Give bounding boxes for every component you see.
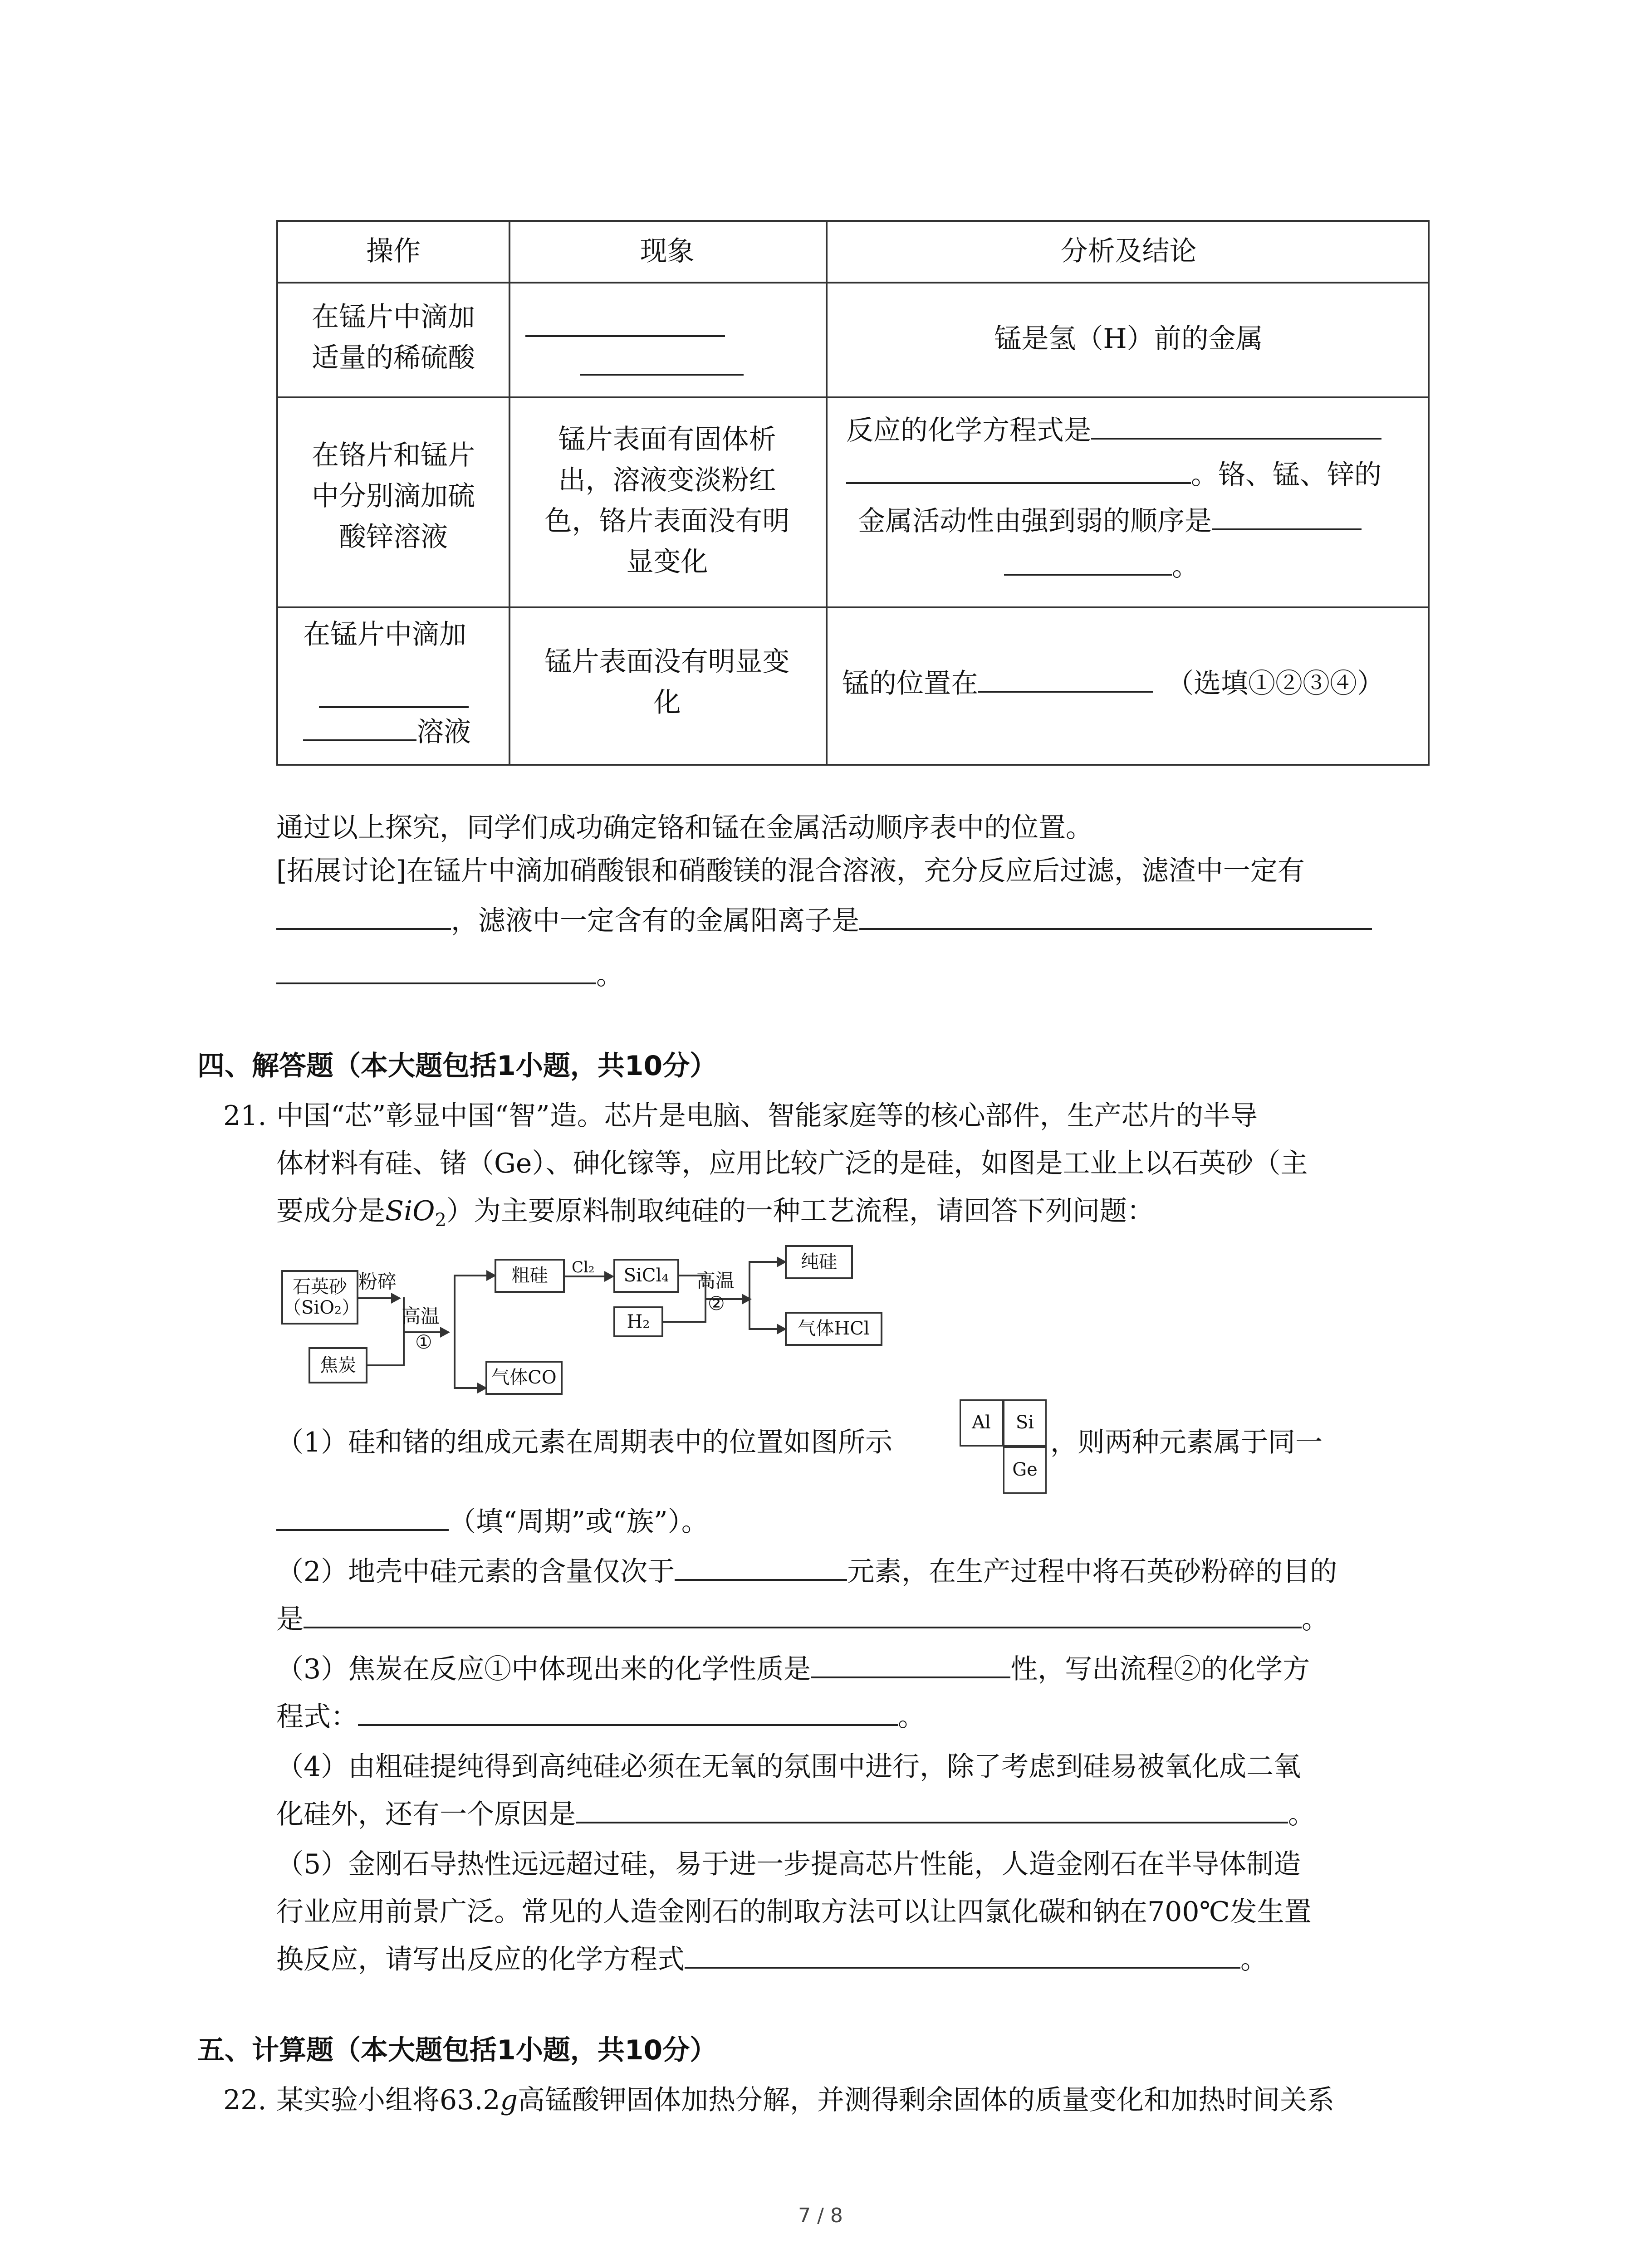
arrow xyxy=(749,1261,785,1263)
activity-order-blank[interactable] xyxy=(1004,548,1172,576)
position-blank[interactable] xyxy=(978,665,1153,693)
row1-phenomenon-blank[interactable] xyxy=(580,374,744,376)
table-row-divider xyxy=(278,396,1428,398)
quartz-sand-box: 石英砂 （SiO₂） xyxy=(281,1270,358,1325)
element-al: Al xyxy=(960,1399,1003,1447)
sicl4-box: SiCl₄ xyxy=(613,1259,679,1293)
connector-line xyxy=(454,1275,456,1388)
sub-question-3-line2: 程式： 。 xyxy=(276,1699,925,1735)
element-si: Si xyxy=(1003,1399,1047,1447)
sub-question-1: （1）硅和锗的组成元素在周期表中的位置如图所示 xyxy=(276,1427,893,1458)
arrow xyxy=(358,1297,399,1299)
period-or-group-blank[interactable] xyxy=(276,1504,449,1531)
cation-blank[interactable] xyxy=(276,957,596,984)
high-temp-label-2: 高温 xyxy=(696,1270,735,1292)
table-header-phenomenon: 现象 xyxy=(640,235,695,267)
equation-2-blank[interactable] xyxy=(358,1699,898,1726)
element-blank[interactable] xyxy=(675,1554,847,1581)
sub-question-1-cont: ，则两种元素属于同一 xyxy=(1050,1427,1323,1458)
experiment-table xyxy=(276,220,1430,766)
property-blank[interactable] xyxy=(811,1651,1010,1678)
question-22-text: 某实验小组将63.2g高锰酸钾固体加热分解，并测得剩余固体的质量变化和加热时间关系 xyxy=(276,2084,1335,2116)
row2-conclusion-line1: 反应的化学方程式是 xyxy=(846,412,1381,449)
chlorine-label: Cl₂ xyxy=(572,1258,595,1276)
question-22-number: 22. xyxy=(223,2084,267,2116)
conclusion-paragraph: 通过以上探究，同学们成功确定铬和锰在金属活动顺序表中的位置。 xyxy=(276,812,1093,844)
row1-phenomenon-blank[interactable] xyxy=(525,335,725,337)
purpose-blank[interactable] xyxy=(304,1601,1302,1628)
row3-operation-blank[interactable] xyxy=(303,714,416,741)
arrow xyxy=(454,1275,495,1276)
equation-blank[interactable] xyxy=(846,457,1191,484)
co-gas-box: 气体CO xyxy=(485,1361,563,1395)
arrow xyxy=(454,1387,485,1389)
arrow xyxy=(749,1328,785,1330)
extended-discussion-line3: 。 xyxy=(276,957,623,993)
extended-discussion: [拓展讨论]在锰片中滴加硝酸银和硝酸镁的混合溶液，充分反应后过滤，滤渣中一定有 xyxy=(276,855,1305,887)
row3-operation-line3: 溶液 xyxy=(303,714,471,750)
hydrogen-box: H₂ xyxy=(613,1306,663,1337)
question-21-number: 21. xyxy=(223,1100,267,1132)
hcl-gas-box: 气体HCl xyxy=(785,1312,882,1346)
row1-operation: 在锰片中滴加 适量的稀硫酸 xyxy=(312,301,475,374)
sub-question-4-line2: 化硅外，还有一个原因是 。 xyxy=(276,1796,1315,1833)
extended-discussion-line2: ，滤液中一定含有的金属阳离子是 xyxy=(276,903,1372,939)
connector-line xyxy=(663,1321,706,1323)
sub-question-5-line3: 换反应，请写出反应的化学方程式 。 xyxy=(276,1941,1268,1978)
row2-conclusion-line2: 。铬、锰、锌的 xyxy=(846,457,1381,493)
question-21-line3: 要成分是SiO$_2$）为主要原料制取纯硅的一种工艺流程，请回答下列问题： xyxy=(276,1195,1154,1231)
sub-question-2: （2）地壳中硅元素的含量仅次于 元素，在生产过程中将石英砂粉碎的目的 xyxy=(276,1554,1337,1590)
arrow xyxy=(565,1276,612,1277)
sub-question-5-line2: 行业应用前景广泛。常见的人造金刚石的制取方法可以让四氯化碳和钠在700℃发生置 xyxy=(276,1896,1312,1928)
pure-silicon-box: 纯硅 xyxy=(785,1245,853,1279)
activity-order-blank[interactable] xyxy=(1212,503,1362,530)
element-ge: Ge xyxy=(1003,1447,1047,1494)
table-row-divider xyxy=(278,606,1428,608)
row2-conclusion-line4: 。 xyxy=(1004,548,1199,585)
sub-question-5: （5）金刚石导热性远远超过硅，易于进一步提高芯片性能，人造金刚石在半导体制造 xyxy=(276,1848,1301,1880)
table-row-divider xyxy=(278,282,1428,284)
row3-phenomenon: 锰片表面没有明显变 化 xyxy=(544,646,790,719)
row3-operation-line1: 在锰片中滴加 xyxy=(303,619,466,650)
coke-box: 焦炭 xyxy=(309,1347,367,1383)
cation-blank[interactable] xyxy=(859,903,1372,930)
diamond-equation-blank[interactable] xyxy=(685,1941,1240,1969)
step-2-label: ② xyxy=(708,1292,725,1315)
sub-question-4: （4）由粗硅提纯得到高纯硅必须在无氧的氛围中进行，除了考虑到硅易被氧化成二氧 xyxy=(276,1751,1301,1783)
sub-question-2-line2: 是 。 xyxy=(276,1601,1329,1637)
question-21-line2: 体材料有硅、锗（Ge）、砷化镓等，应用比较广泛的是硅，如图是工业上以石英砂（主 xyxy=(276,1148,1308,1179)
sub-question-3: （3）焦炭在反应①中体现出来的化学性质是 性，写出流程②的化学方 xyxy=(276,1651,1310,1687)
page-number: 7 / 8 xyxy=(798,2204,843,2227)
row2-phenomenon: 锰片表面有固体析 出，溶液变淡粉红 色，铬片表面没有明 显变化 xyxy=(544,424,790,578)
section-4-title: 四、解答题（本大题包括1小题，共10分） xyxy=(197,1050,717,1082)
step-1-label: ① xyxy=(415,1331,432,1353)
table-header-analysis: 分析及结论 xyxy=(1060,235,1197,267)
question-21-line1: 中国“芯”彰显中国“智”造。芯片是电脑、智能家庭等的核心部件，生产芯片的半导 xyxy=(276,1100,1258,1132)
table-header-operation: 操作 xyxy=(366,235,421,267)
reason-blank[interactable] xyxy=(576,1796,1288,1823)
connector-line xyxy=(749,1261,750,1329)
row3-operation-blank[interactable] xyxy=(319,706,469,708)
residue-blank[interactable] xyxy=(276,903,451,930)
high-temp-label-1: 高温 xyxy=(402,1305,440,1327)
crush-label: 粉碎 xyxy=(358,1271,397,1293)
row2-conclusion-line3: 金属活动性由强到弱的顺序是 xyxy=(858,503,1362,539)
crude-silicon-box: 粗硅 xyxy=(495,1259,565,1293)
section-5-title: 五、计算题（本大题包括1小题，共10分） xyxy=(197,2034,717,2066)
row1-conclusion: 锰是氢（H）前的金属 xyxy=(994,323,1263,355)
equation-blank[interactable] xyxy=(1091,412,1381,440)
row2-operation: 在铬片和锰片 中分别滴加硫 酸锌溶液 xyxy=(312,440,475,553)
table-col-divider xyxy=(826,222,828,764)
connector-line xyxy=(367,1364,405,1366)
row3-conclusion: 锰的位置在 （选填①②③④） xyxy=(842,665,1384,702)
sub-question-1-line2: （填“周期”或“族”）。 xyxy=(276,1504,709,1540)
